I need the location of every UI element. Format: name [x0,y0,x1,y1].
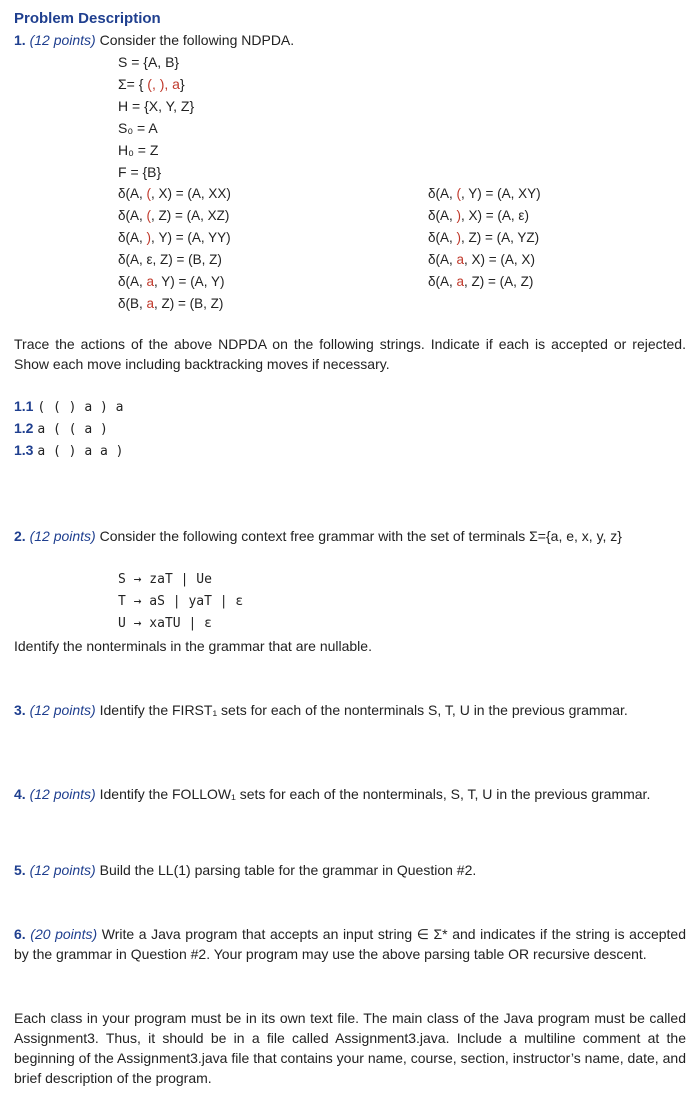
q6-body: Write a Java program that accepts an input string ∈ Σ* and indicates if the string is accepted by the grammar in Question #2. Your program may use the above parsing table OR recursive descent. [14,926,686,962]
q5-number: 5. [14,862,26,878]
q5-body: Build the LL(1) parsing table for the grammar in Question #2. [99,862,477,878]
transition-left: δ(A, ), Y) = (A, YY) [118,230,231,245]
q1-header [14,32,294,48]
q1-number: 1. [14,32,26,48]
transition-left: δ(A, (, X) = (A, XX) [118,186,231,201]
q5-points: (12 points) [29,862,96,878]
q1-alphabet-pre: Σ= { [118,76,148,92]
q4-points: (12 points) [29,786,96,802]
page-title: Problem Description [14,10,161,27]
q1-subitem: 1.2 a ( ( a ) [14,420,108,437]
transition-left: δ(A, ε, Z) = (B, Z) [118,252,222,267]
q5-text [14,860,686,880]
q1-alphabet [118,76,185,92]
transition-right: δ(A, a, Z) = (A, Z) [428,274,534,289]
transition-left: δ(A, (, Z) = (A, XZ) [118,208,230,223]
grammar-rule-t: T → aS | yaT | ε [118,594,244,609]
grammar-rule-s: S → zaT | Ue [118,572,212,587]
q1-trace-instructions: Trace the actions of the above NDPDA on the following strings. Indicate if each is accepted or rejected. Show each move including backtracking moves if necessary. [14,336,686,372]
q3-body: Identify the FIRST₁ sets for each of the nonterminals S, T, U in the previous grammar. [99,702,628,718]
q1-subitem: 1.1 ( ( ) a ) a [14,398,124,415]
q6-instructions: Each class in your program must be in its own text file. The main class of the Java program must be called Assignment3. Thus, it should be in a file called Assignment3.java. Include a multiline comment at the beginning of the Assignment3.java file that contains your name, course, section, instructor’s name, date, and brief description of the program. [14,1010,686,1086]
q1-alphabet-symbols: (, ), a [147,76,180,92]
q6-number: 6. [14,926,26,942]
q6-text [14,924,686,964]
q1-subitem: 1.3 a ( ) a a ) [14,442,124,459]
q4-text [14,784,686,804]
q3-text [14,700,686,720]
q1-final-states: F = {B} [118,164,162,180]
q1-alphabet-post: } [179,76,185,92]
q3-number: 3. [14,702,26,718]
q1-start-state: S₀ = A [118,120,158,136]
transition-left: δ(A, a, Y) = (A, Y) [118,274,225,289]
q6-points: (20 points) [30,926,98,942]
q3-points: (12 points) [29,702,96,718]
q2-number: 2. [14,528,26,544]
q4-number: 4. [14,786,26,802]
transition-right: δ(A, ), X) = (A, ε) [428,208,529,223]
grammar-rule-u: U → xaTU | ε [118,616,212,631]
q2-text [14,526,686,546]
transition-left: δ(B, a, Z) = (B, Z) [118,296,224,311]
q1-start-stack: H₀ = Z [118,142,159,158]
q4-body: Identify the FOLLOW₁ sets for each of the nonterminals, S, T, U in the previous grammar. [99,786,651,802]
transition-right: δ(A, a, X) = (A, X) [428,252,535,267]
q1-stack-symbols: H = {X, Y, Z} [118,98,195,114]
transition-right: δ(A, ), Z) = (A, YZ) [428,230,540,245]
q1-points: (12 points) [29,32,96,48]
q1-intro: Consider the following NDPDA. [99,32,295,48]
q1-states: S = {A, B} [118,54,180,70]
q2-body: Consider the following context free grammar with the set of terminals Σ={a, e, x, y, z} [99,528,622,544]
transition-right: δ(A, (, Y) = (A, XY) [428,186,541,201]
q2-instruction: Identify the nonterminals in the grammar that are nullable. [14,638,372,654]
q2-points: (12 points) [29,528,96,544]
